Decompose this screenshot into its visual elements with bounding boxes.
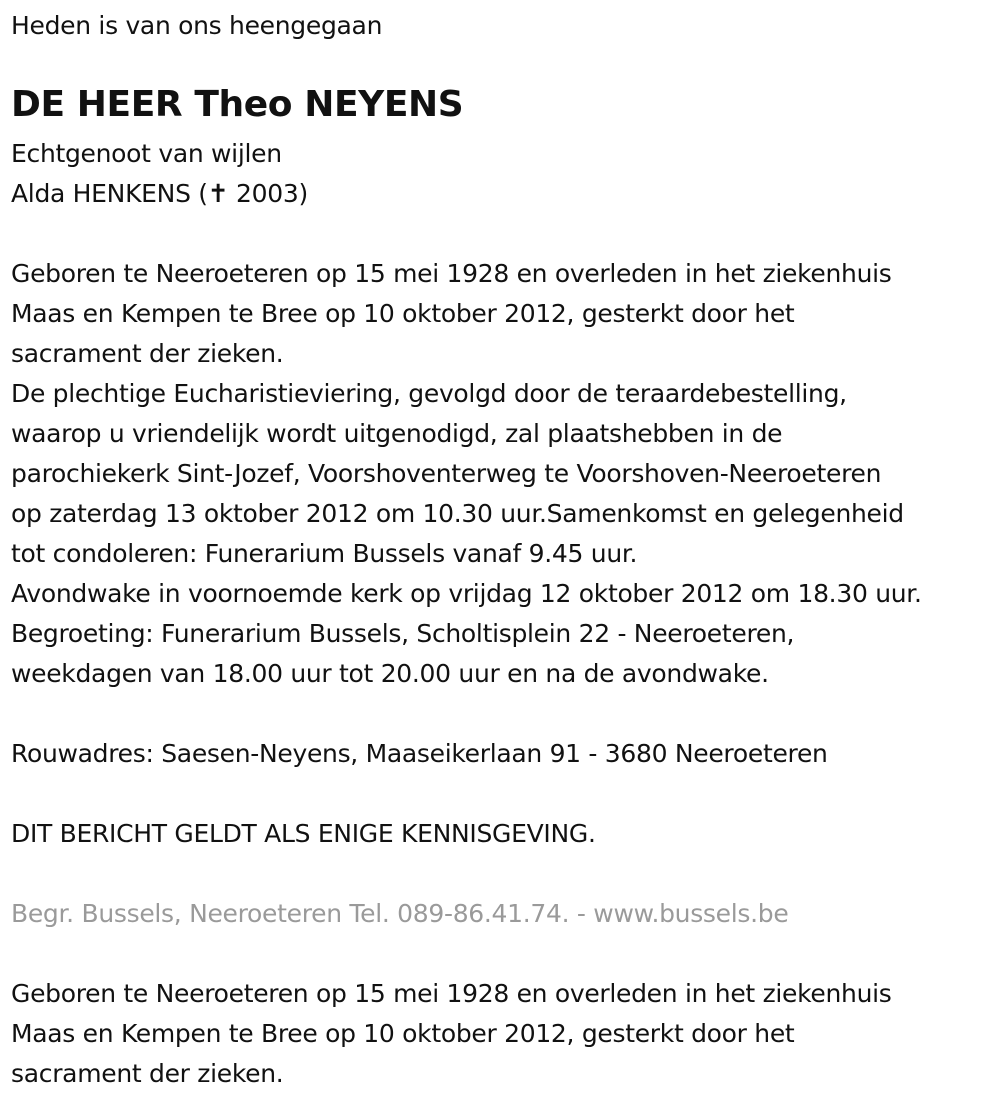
notice-statement: DIT BERICHT GELDT ALS ENIGE KENNISGEVING. (11, 819, 596, 848)
mourning-address: Rouwadres: Saesen-Neyens, Maaseikerlaan 91 - 3680 Neeroeteren (11, 739, 828, 768)
repeat-line: sacrament der zieken. (11, 1059, 284, 1088)
body-line: waarop u vriendelijk wordt uitgenodigd, zal plaatshebben in de (11, 419, 783, 448)
repeat-line: Maas en Kempen te Bree op 10 oktober 2012, gesterkt door het (11, 1019, 795, 1048)
body-line: parochiekerk Sint-Jozef, Voorshoventerweg te Voorshoven-Neeroeteren (11, 459, 882, 488)
funeral-home-footer: Begr. Bussels, Neeroeteren Tel. 089-86.41.74. - www.bussels.be (11, 899, 789, 928)
notice-body (11, 254, 922, 694)
body-line: tot condoleren: Funerarium Bussels vanaf 9.45 uur. (11, 539, 638, 568)
spouse-block (11, 134, 308, 214)
repeat-line: Geboren te Neeroeteren op 15 mei 1928 en overleden in het ziekenhuis (11, 979, 892, 1008)
body-line: Begroeting: Funerarium Bussels, Scholtisplein 22 - Neeroeteren, (11, 619, 795, 648)
intro-text: Heden is van ons heengegaan (11, 11, 383, 40)
repeated-body (11, 974, 892, 1094)
body-line: Maas en Kempen te Bree op 10 oktober 2012, gesterkt door het (11, 299, 795, 328)
spouse-line: Alda HENKENS (✝ 2003) (11, 179, 308, 208)
deceased-name: DE HEER Theo NEYENS (11, 84, 464, 125)
body-line: Avondwake in voornoemde kerk op vrijdag 12 oktober 2012 om 18.30 uur. (11, 579, 922, 608)
body-line: op zaterdag 13 oktober 2012 om 10.30 uur.Samenkomst en gelegenheid (11, 499, 904, 528)
body-line: De plechtige Eucharistieviering, gevolgd door de teraardebestelling, (11, 379, 847, 408)
spouse-line: Echtgenoot van wijlen (11, 139, 282, 168)
body-line: sacrament der zieken. (11, 339, 284, 368)
body-line: weekdagen van 18.00 uur tot 20.00 uur en na de avondwake. (11, 659, 769, 688)
body-line: Geboren te Neeroeteren op 15 mei 1928 en overleden in het ziekenhuis (11, 259, 892, 288)
